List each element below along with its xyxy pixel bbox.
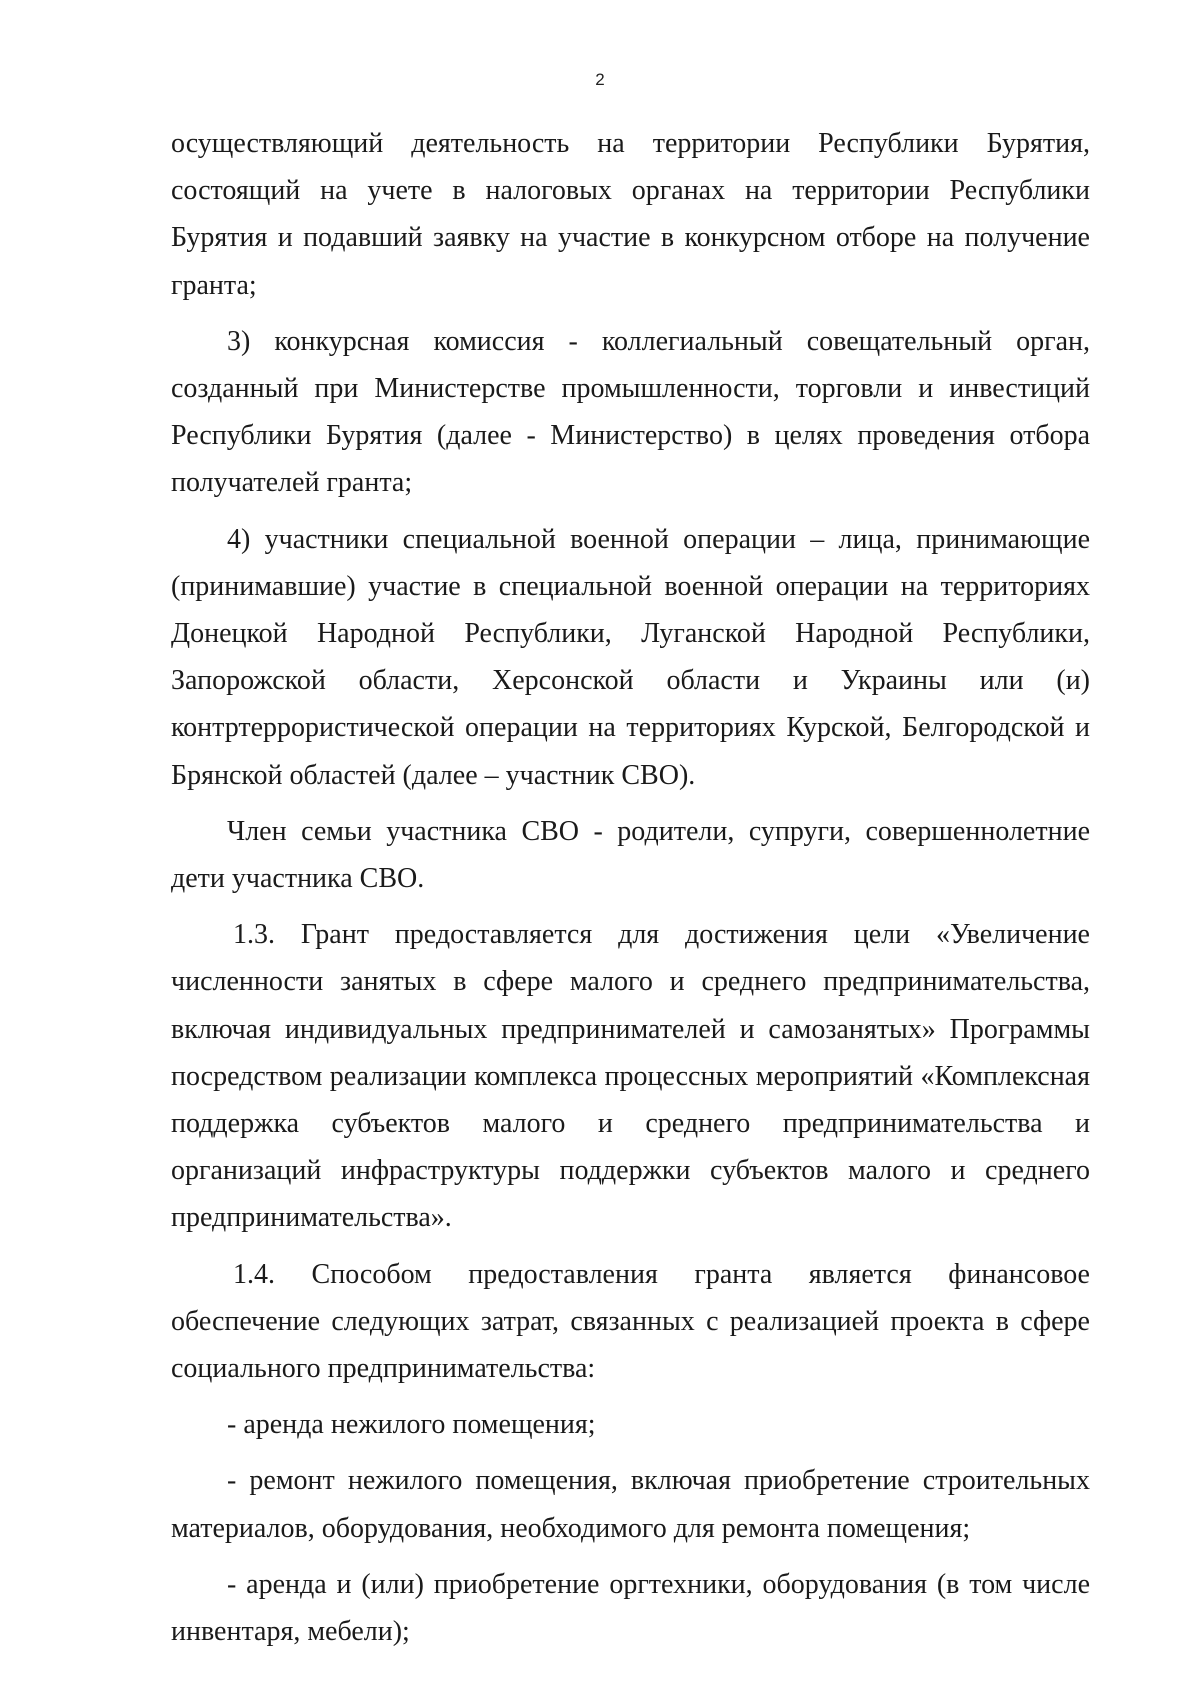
paragraph-family-member: Член семьи участника СВО - родители, супруги, совершеннолетние дети участника СВО. bbox=[171, 815, 1090, 895]
paragraph-1-4: 1.4. Способом предоставления гранта является финансовое обеспечение следующих затрат, связанных с реализацией проекта в сфере социального предпринимательства: bbox=[171, 1258, 1090, 1385]
document-body bbox=[171, 120, 1090, 1664]
list-item: - аренда нежилого помещения; bbox=[227, 1409, 596, 1441]
paragraph-item-3: 3) конкурсная комиссия - коллегиальный совещательный орган, созданный при Министерстве промышленности, торговли и инвестиций Республики Бурятия (далее - Министерство) в целях проведения отбора получателей гранта; bbox=[171, 325, 1090, 499]
paragraph-item-4: 4) участники специальной военной операции – лица, принимающие (принимавшие) участие в специальной военной операции на территориях Донецкой Народной Республики, Луганской Народной Республики, Запорожской области, Херсонской области и Украины или (и) контртеррористической операции на территориях Курской, Белгородской и Брянской областей (далее – участник СВО). bbox=[171, 523, 1090, 791]
list-item: - ремонт нежилого помещения, включая приобретение строительных материалов, оборудования, необходимого для ремонта помещения; bbox=[171, 1465, 1090, 1544]
list-item: - аренда и (или) приобретение оргтехники, оборудования (в том числе инвентаря, мебели); bbox=[171, 1568, 1090, 1648]
paragraph-1-3: 1.3. Грант предоставляется для достижения цели «Увеличение численности занятых в сфере малого и среднего предпринимательства, включая индивидуальных предпринимателей и самозанятых» Программы посредством реализации комплекса процессных мероприятий «Комплексная поддержка субъектов малого и среднего предпринимательства и организаций инфраструктуры поддержки субъектов малого и среднего предпринимательства». bbox=[171, 919, 1090, 1234]
page-number: 2 bbox=[595, 70, 605, 89]
paragraph-continuation: осуществляющий деятельность на территории Республики Бурятия, состоящий на учете в налоговых органах на территории Республики Бурятия и подавший заявку на участие в конкурсном отборе на получение гранта; bbox=[171, 128, 1090, 301]
